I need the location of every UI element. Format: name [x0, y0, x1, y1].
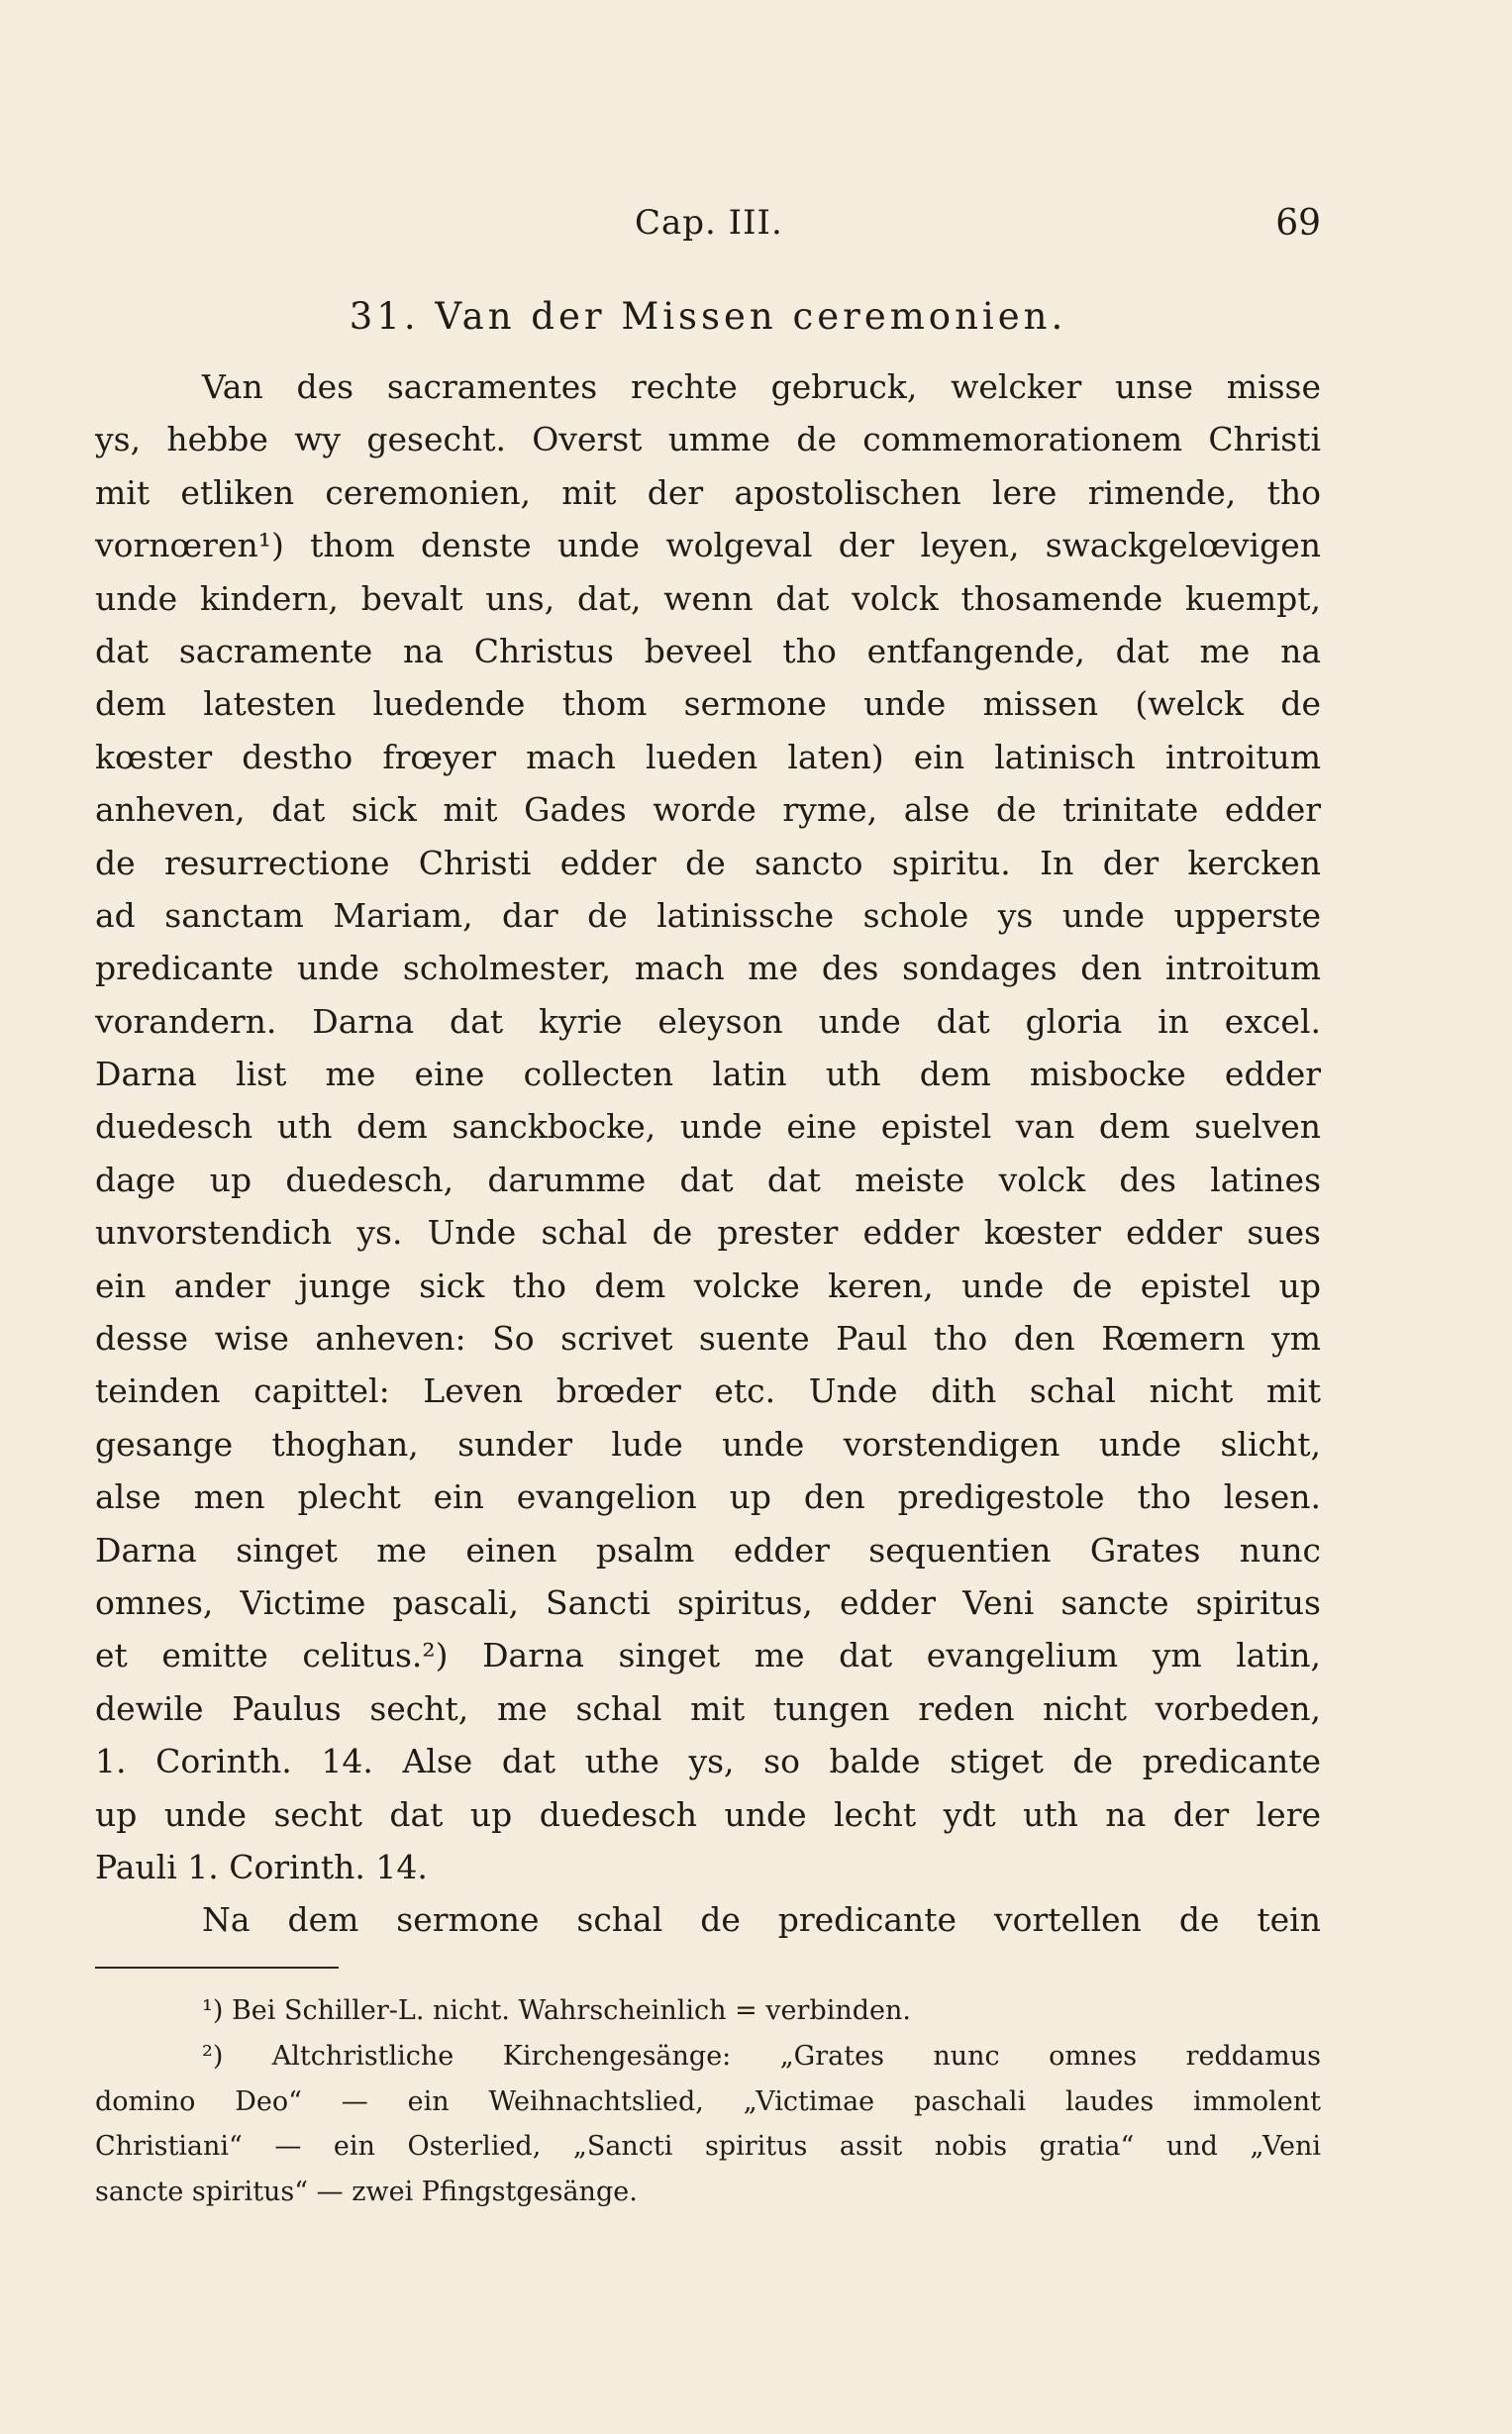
text-line: dewile Paulus secht, me schal mit tungen reden nicht vorbeden,	[95, 1688, 1321, 1728]
text-line: Na dem sermone schal de predicante vortellen de tein	[202, 1900, 1321, 1940]
text-line: alse men plecht ein evangelion up den predigestole tho lesen.	[95, 1477, 1321, 1517]
footnote-line: sancte spiritus“ — zwei Pfingstgesänge.	[95, 2177, 638, 2208]
footnotes	[95, 1988, 1321, 2215]
text-line: ad sanctam Mariam, dar de latinissche schole ys unde upperste	[95, 895, 1321, 935]
text-line: duedesch uth dem sanckbocke, unde eine epistel van dem suelven	[95, 1107, 1321, 1147]
chapter-heading: Cap. III.	[635, 203, 783, 243]
text-line: et emitte celitus.²) Darna singet me dat evangelium ym latin,	[95, 1636, 1321, 1675]
text-line: unde kindern, bevalt uns, dat, wenn dat volck thosamende kuempt,	[95, 578, 1321, 618]
text-line: kœster destho frœyer mach lueden laten) ein latinisch introitum	[95, 737, 1321, 776]
footnote-line: ¹) Bei Schiller-L. nicht. Wahrscheinlich = verbinden.	[202, 1995, 911, 2026]
section-title: 31. Van der Missen ceremonien.	[349, 295, 1067, 338]
text-line: teinden capittel: Leven brœder etc. Unde dith schal nicht mit	[95, 1371, 1321, 1411]
text-line: Darna list me eine collecten latin uth dem misbocke edder	[95, 1055, 1321, 1094]
page-number: 69	[1275, 203, 1321, 244]
text-line: predicante unde scholmester, mach me des sondages den introitum	[95, 949, 1321, 988]
text-line: 1. Corinth. 14. Alse dat uthe ys, so balde stiget de predicante	[95, 1742, 1321, 1781]
body-text	[95, 360, 1321, 1947]
footnote-divider	[95, 1967, 339, 1969]
text-line: desse wise anheven: So scrivet suente Paul tho den Rœmern ym	[95, 1319, 1321, 1359]
text-line: omnes, Victime pascali, Sancti spiritus, edder Veni sancte spiritus	[95, 1582, 1321, 1622]
text-line: dat sacramente na Christus beveel tho entfangende, dat me na	[95, 631, 1321, 670]
text-line: Van des sacramentes rechte gebruck, welcker unse misse	[202, 367, 1321, 406]
footnote-line: domino Deo“ — ein Weihnachtslied, „Victimae paschali laudes immolent	[95, 2085, 1321, 2117]
text-line: dage up duedesch, darumme dat dat meiste volck des latines	[95, 1160, 1321, 1199]
text-line: ein ander junge sick tho dem volcke keren, unde de epistel up	[95, 1266, 1321, 1305]
footnote-line: Christiani“ — ein Osterlied, „Sancti spiritus assit nobis gratia“ und „Veni	[95, 2131, 1321, 2163]
running-header	[95, 203, 1321, 253]
text-line: Darna singet me einen psalm edder sequentien Grates nunc	[95, 1530, 1321, 1570]
text-line: dem latesten luedende thom sermone unde missen (welck de	[95, 684, 1321, 724]
footnote-line: ²) Altchristliche Kirchengesänge: „Grates nunc omnes reddamus	[202, 2040, 1321, 2072]
text-line: anheven, dat sick mit Gades worde ryme, alse de trinitate edder	[95, 790, 1321, 830]
text-line: de resurrectione Christi edder de sancto spiritu. In der kercken	[95, 843, 1321, 882]
text-line: gesange thoghan, sunder lude unde vorstendigen unde slicht,	[95, 1424, 1321, 1464]
text-line: unvorstendich ys. Unde schal de prester edder kœster edder sues	[95, 1213, 1321, 1253]
text-line: ys, hebbe wy gesecht. Overst umme de commemorationem Christi	[95, 420, 1321, 459]
text-line: vorandern. Darna dat kyrie eleyson unde dat gloria in excel.	[95, 1001, 1321, 1041]
text-line: up unde secht dat up duedesch unde lecht ydt uth na der lere	[95, 1794, 1321, 1834]
text-line: Pauli 1. Corinth. 14.	[95, 1847, 428, 1886]
text-line: vornœren¹) thom denste unde wolgeval der leyen, swackgelœvigen	[95, 526, 1321, 565]
text-line: mit etliken ceremonien, mit der apostolischen lere rimende, tho	[95, 472, 1321, 512]
